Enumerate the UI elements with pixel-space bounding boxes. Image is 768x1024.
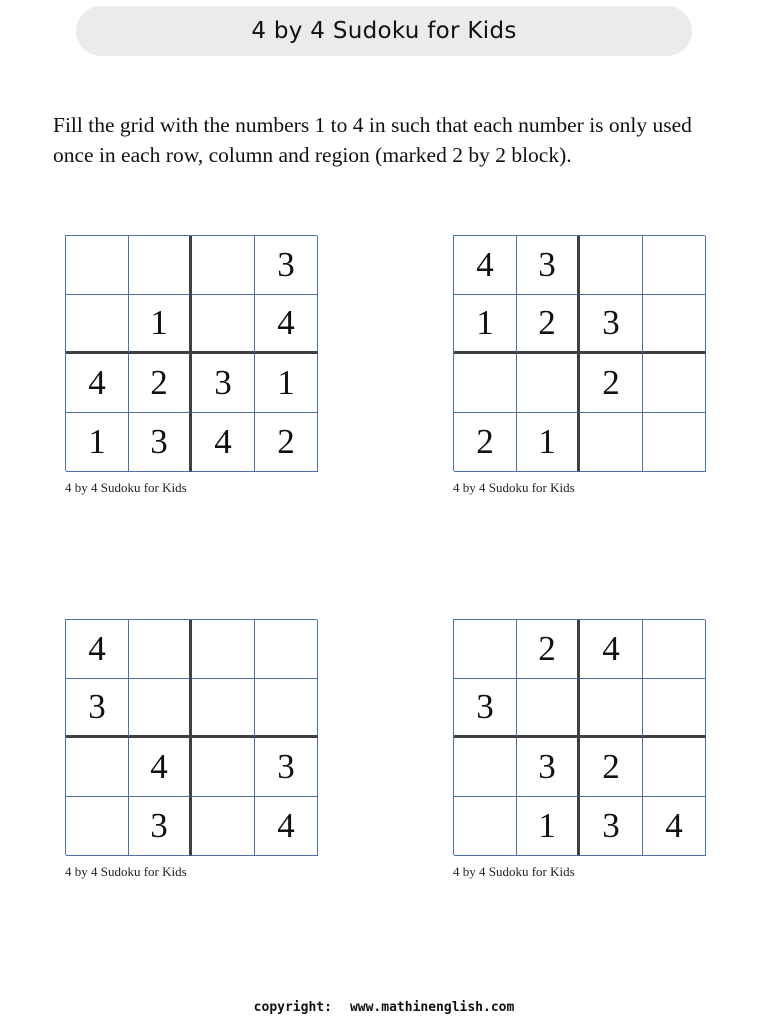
sudoku-cell: 3	[255, 236, 318, 295]
sudoku-cell: 4	[255, 295, 318, 354]
sudoku-cell[interactable]	[580, 236, 643, 295]
sudoku-cell[interactable]	[192, 295, 255, 354]
sudoku-cell: 2	[517, 295, 580, 354]
sudoku-cell: 2	[580, 354, 643, 413]
puzzle-caption: 4 by 4 Sudoku for Kids	[453, 480, 575, 495]
sudoku-cell: 3	[454, 679, 517, 738]
sudoku-cell[interactable]	[129, 620, 192, 679]
sudoku-puzzle-2	[453, 235, 705, 496]
sudoku-cell[interactable]	[66, 797, 129, 856]
sudoku-cell[interactable]	[255, 620, 318, 679]
sudoku-cell: 4	[66, 620, 129, 679]
sudoku-cell[interactable]	[643, 413, 706, 472]
sudoku-cell[interactable]	[129, 679, 192, 738]
sudoku-cell[interactable]	[517, 679, 580, 738]
sudoku-cell: 2	[454, 413, 517, 472]
sudoku-cell: 1	[66, 413, 129, 472]
sudoku-cell: 2	[129, 354, 192, 413]
sudoku-cell[interactable]	[454, 620, 517, 679]
sudoku-cell: 3	[129, 413, 192, 472]
sudoku-cell: 4	[454, 236, 517, 295]
sudoku-cell[interactable]	[192, 236, 255, 295]
puzzle-caption: 4 by 4 Sudoku for Kids	[453, 864, 575, 879]
sudoku-cell[interactable]	[643, 354, 706, 413]
sudoku-cell[interactable]	[454, 797, 517, 856]
sudoku-puzzle-3	[65, 619, 317, 880]
sudoku-cell[interactable]	[454, 738, 517, 797]
sudoku-puzzle-1	[65, 235, 317, 496]
page-title: 4 by 4 Sudoku for Kids	[251, 18, 517, 44]
sudoku-cell[interactable]	[454, 354, 517, 413]
sudoku-cell[interactable]	[192, 738, 255, 797]
sudoku-cell: 2	[255, 413, 318, 472]
sudoku-cell[interactable]	[66, 738, 129, 797]
sudoku-cell[interactable]	[192, 679, 255, 738]
sudoku-cell: 1	[255, 354, 318, 413]
copyright-label: copyright:	[253, 1000, 332, 1015]
sudoku-cell: 4	[255, 797, 318, 856]
sudoku-grid	[453, 619, 705, 855]
sudoku-cell: 3	[580, 797, 643, 856]
website-link[interactable]: www.mathinenglish.com	[349, 1000, 515, 1015]
sudoku-cell: 4	[129, 738, 192, 797]
sudoku-cell: 1	[517, 413, 580, 472]
sudoku-cell[interactable]	[66, 295, 129, 354]
sudoku-grid	[453, 235, 705, 471]
sudoku-cell: 3	[255, 738, 318, 797]
sudoku-grid	[65, 235, 317, 471]
instructions-text: Fill the grid with the numbers 1 to 4 in such that each number is only used once in each row, column and region (marked 2 by 2 block).	[53, 113, 692, 167]
puzzle-caption: 4 by 4 Sudoku for Kids	[65, 864, 187, 879]
sudoku-cell[interactable]	[643, 738, 706, 797]
sudoku-cell[interactable]	[643, 295, 706, 354]
sudoku-cell: 3	[580, 295, 643, 354]
sudoku-cell: 3	[517, 236, 580, 295]
sudoku-cell: 3	[66, 679, 129, 738]
sudoku-cell[interactable]	[192, 620, 255, 679]
sudoku-cell[interactable]	[643, 679, 706, 738]
sudoku-cell: 1	[517, 797, 580, 856]
sudoku-cell: 3	[129, 797, 192, 856]
footer-copyright	[0, 1000, 768, 1015]
sudoku-cell: 4	[643, 797, 706, 856]
sudoku-cell[interactable]	[580, 679, 643, 738]
sudoku-cell[interactable]	[66, 236, 129, 295]
sudoku-cell[interactable]	[129, 236, 192, 295]
puzzle-caption: 4 by 4 Sudoku for Kids	[65, 480, 187, 495]
sudoku-grid	[65, 619, 317, 855]
sudoku-cell: 2	[580, 738, 643, 797]
sudoku-cell[interactable]	[643, 236, 706, 295]
sudoku-cell[interactable]	[192, 797, 255, 856]
sudoku-cell: 4	[66, 354, 129, 413]
sudoku-cell: 3	[517, 738, 580, 797]
sudoku-cell[interactable]	[643, 620, 706, 679]
sudoku-cell: 1	[129, 295, 192, 354]
sudoku-cell[interactable]	[580, 413, 643, 472]
sudoku-cell: 4	[580, 620, 643, 679]
sudoku-cell: 1	[454, 295, 517, 354]
sudoku-cell[interactable]	[517, 354, 580, 413]
sudoku-cell[interactable]	[255, 679, 318, 738]
sudoku-cell: 4	[192, 413, 255, 472]
sudoku-cell: 2	[517, 620, 580, 679]
title-banner	[76, 6, 692, 56]
sudoku-puzzle-4	[453, 619, 705, 880]
sudoku-cell: 3	[192, 354, 255, 413]
